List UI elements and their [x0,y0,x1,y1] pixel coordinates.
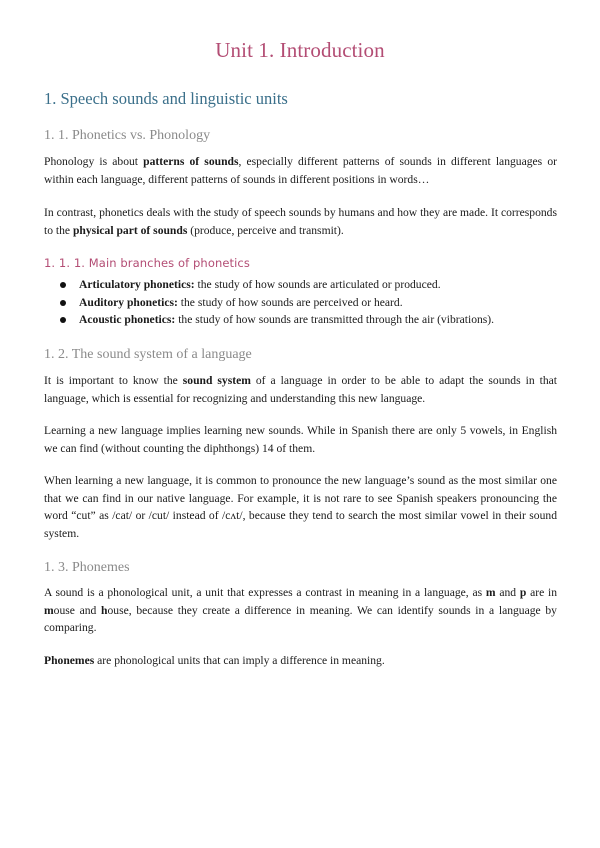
page-title: Unit 1. Introduction [215,38,385,62]
paragraph-learning-sounds: Learning a new language implies learning new sounds. While in Spanish there are only 5 vowels, in English we can find (without counting the diphthongs) 14 of them. [44,424,557,455]
subsection-heading-1-1-1: 1. 1. 1. Main branches of phonetics [44,256,250,270]
paragraph-native-language: When learning a new language, it is common to pronounce the new language’s sound as the most similar one that we can find in our native language. For example, it is not rare to see Spanish speakers pronouncing the word “cut” as /cat/ or /cut/ instead of /cʌt/, because they tend to search the most similar vowel in their sound system. [44,474,557,540]
branches-list [44,276,557,329]
bullet-icon [60,317,66,323]
paragraph-sound-system: It is important to know the sound system of a language in order to be able to adapt the sounds in that language, which is essential for recognizing and understanding this new language. [44,374,557,405]
paragraph-sound-unit: A sound is a phonological unit, a unit that expresses a contrast in meaning in a language, as m and p are in mouse and house, because they create a difference in meaning. We can identify sounds in a language by comparing. [44,586,558,634]
list-item: Articulatory phonetics: the study of how sounds are articulated or produced. [44,276,557,294]
section-heading-1: 1. Speech sounds and linguistic units [44,89,288,108]
section-heading-1-3: 1. 3. Phonemes [44,560,130,575]
section-heading-1-2: 1. 2. The sound system of a language [44,347,252,362]
paragraph-phonemes: Phonemes are phonological units that can imply a difference in meaning. [44,654,385,667]
section-heading-1-1: 1. 1. Phonetics vs. Phonology [44,128,211,143]
paragraph-phonology: Phonology is about patterns of sounds, especially different patterns of sounds in different languages or within each language, different patterns of sounds in different positions in words… [44,155,557,186]
bullet-icon [60,282,66,288]
list-item: Auditory phonetics: the study of how sounds are perceived or heard. [44,294,557,312]
paragraph-phonetics: In contrast, phonetics deals with the study of speech sounds by humans and how they are made. It corresponds to the physical part of sounds (produce, perceive and transmit). [44,206,557,237]
list-item: Acoustic phonetics: the study of how sounds are transmitted through the air (vibrations). [44,311,557,329]
bullet-icon [60,300,66,306]
